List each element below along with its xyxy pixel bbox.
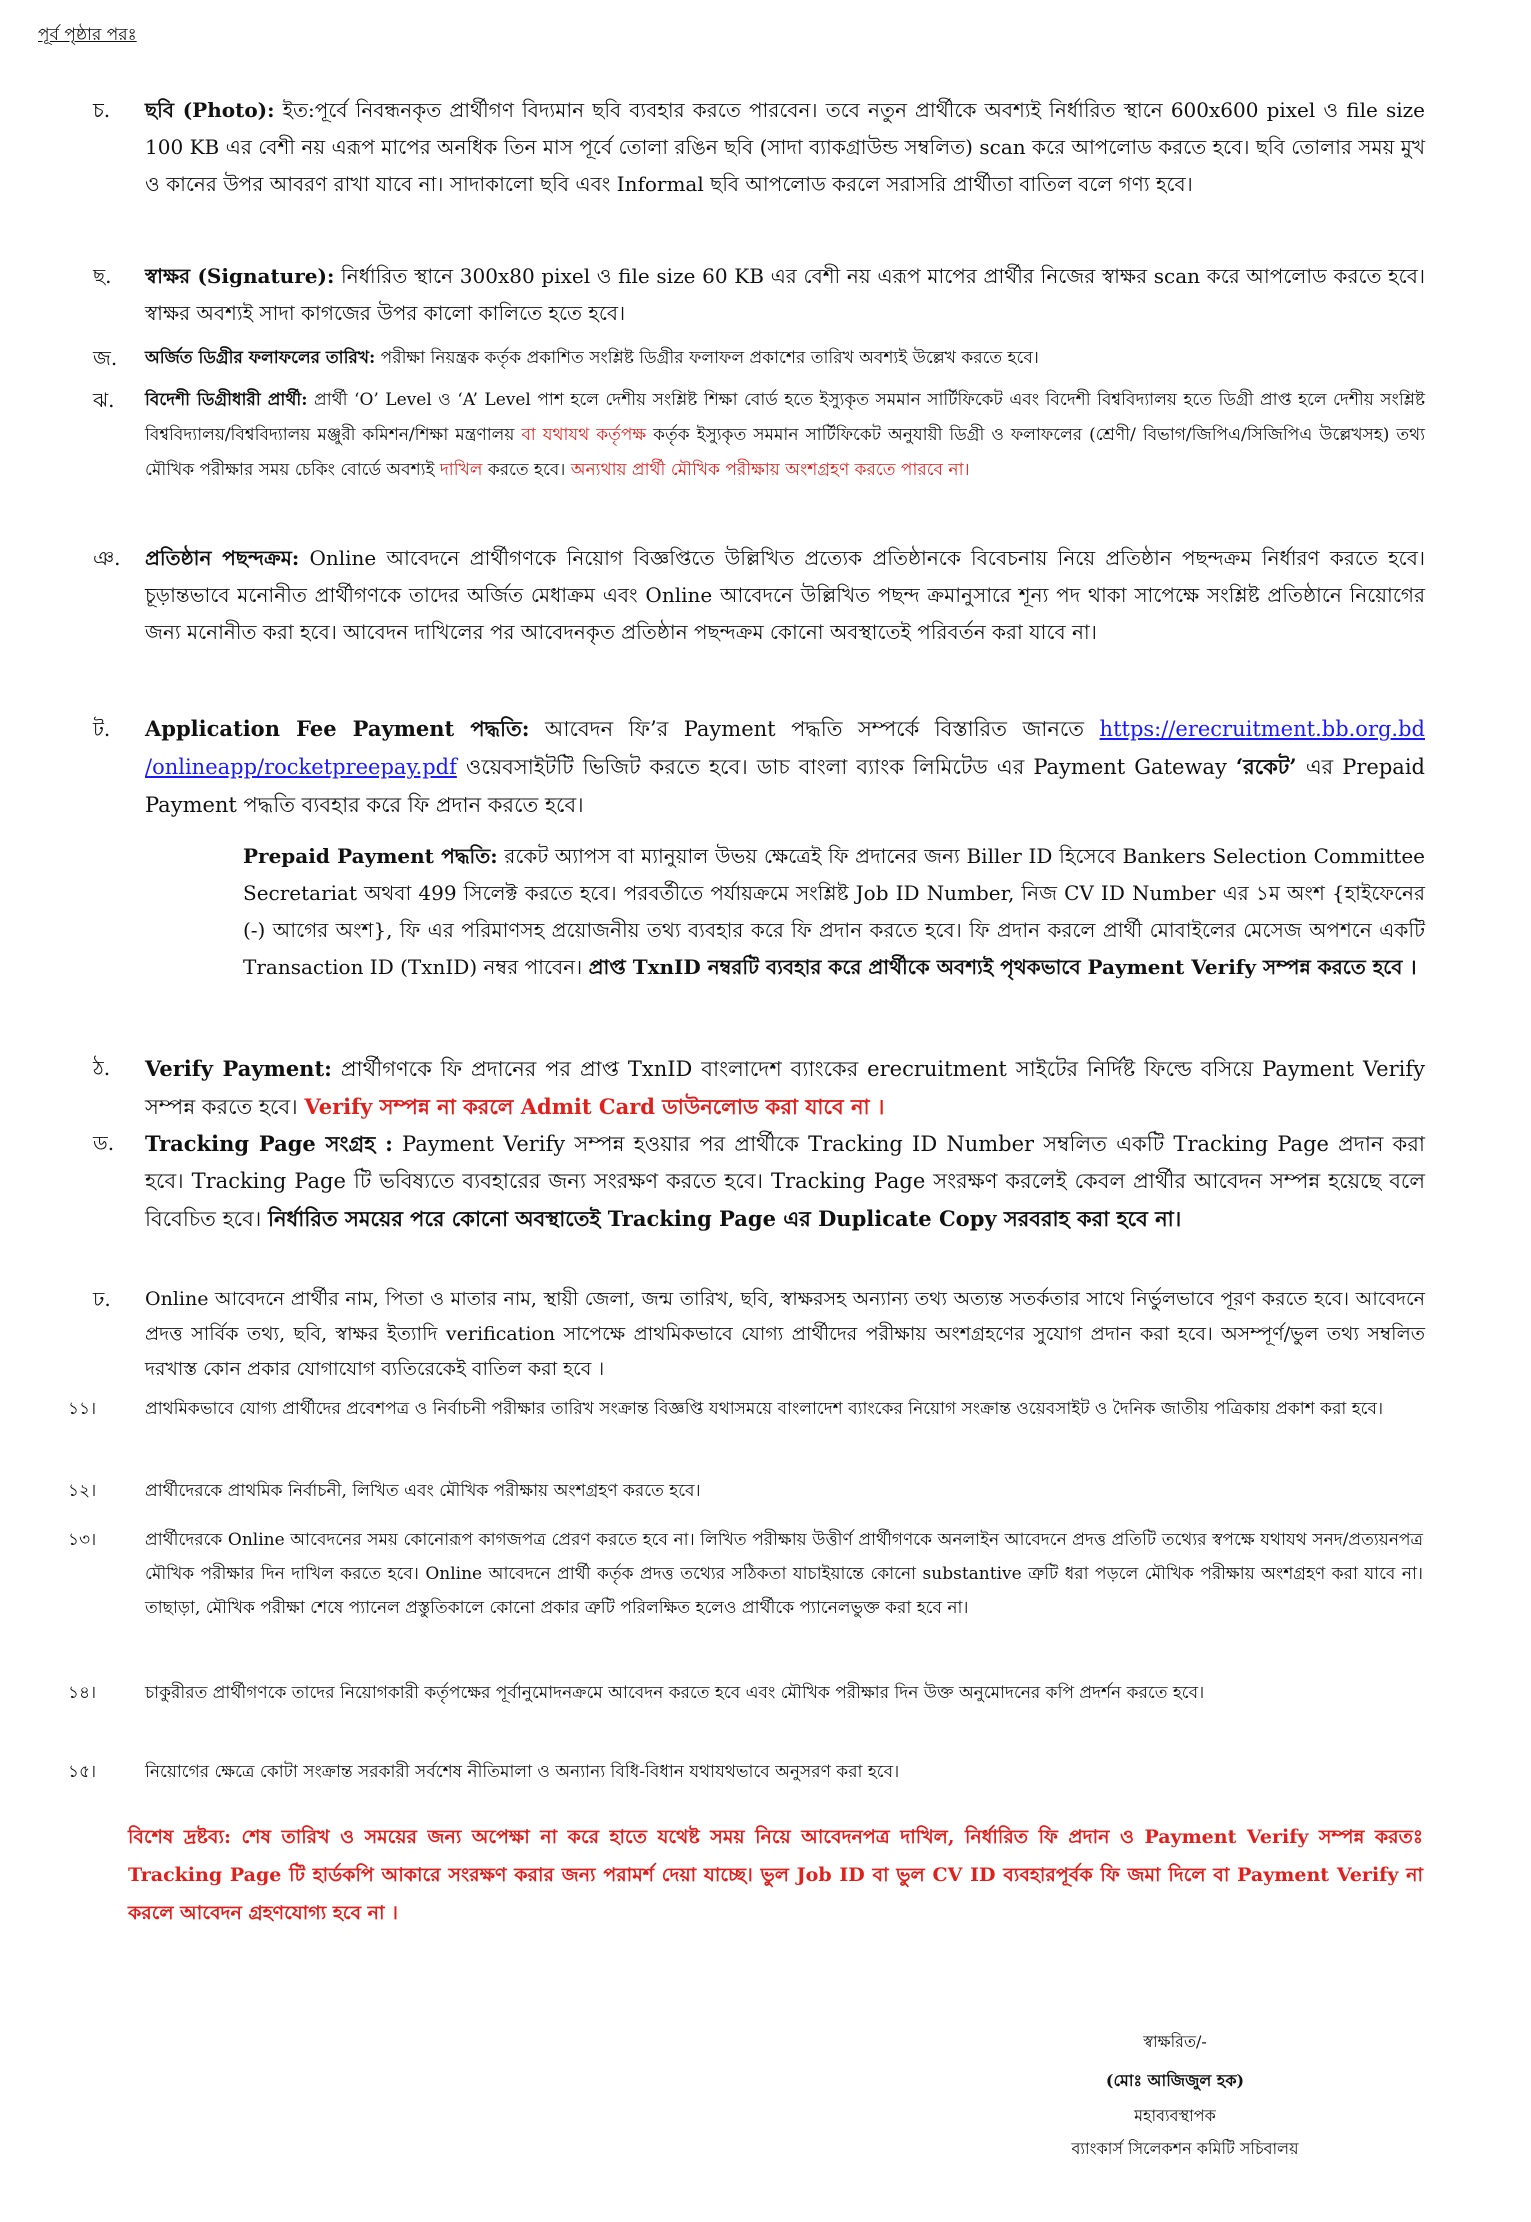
item-title: Application Fee Payment পদ্ধতি: (145, 716, 530, 741)
item-text: Online আবেদনে প্রার্থীর নাম, পিতা ও মাতার নাম, স্থায়ী জেলা, জন্ম তারিখ, ছবি, স্বাক্ষরসহ অন্যান্য তথ্য অত্যন্ত সতর্কতার সাথে নির্ভুলভাবে পূরণ করতে হবে। আবেদনে প্রদত্ত সার্বিক তথ্য, ছবি, স্বাক্ষর ইত্যাদি verification সাপেক্ষে প্রাথমিকভাবে যোগ্য প্রার্থীদের পরীক্ষায় অংশগ্রহণের সুযোগ প্রদান করা হবে। অসম্পূর্ণ/ভুল তথ্য সম্বলিত দরখাস্ত কোন প্রকার যোগাযোগ ব্যতিরেকেই বাতিল করা হবে । (145, 1288, 1425, 1380)
item-text: প্রার্থীদেরকে Online আবেদনের সময় কোনোরূপ কাগজপত্র প্রেরণ করতে হবে না। লিখিত পরীক্ষায় উত্তীর্ণ প্রার্থীগণকে অনলাইন আবেদনে প্রদত্ত প্রতিটি তথ্যের স্বপক্ষে যথাযথ সনদ/প্রত্যয়নপত্র মৌখিক পরীক্ষার দিন দাখিল করতে হবে। Online আবেদনে প্রার্থী কর্তৃক প্রদত্ত তথ্যের সঠিকতা যাচাইয়ান্তে কোনো substantive ত্রুটি ধরা পড়লে মৌখিক পরীক্ষায় অংশগ্রহণ করা যাবে না। তাছাড়া, মৌখিক পরীক্ষা শেষে প্যানেল প্রস্তুতিকালে কোনো প্রকার ত্রুটি পরিলক্ষিত হলেও প্রার্থীকে প্যানেলভুক্ত করা হবে না। (145, 1530, 1423, 1618)
item-marker: ছ. (93, 264, 112, 288)
signatory-office: ব্যাংকার্স সিলেকশন কমিটি সচিবালয় (1071, 2139, 1299, 2158)
item-bold-text: নির্ধারিত সময়ের পরে কোনো অবস্থাতেই Tracking Page এর Duplicate Copy সরবরাহ করা হবে না। (267, 1206, 1182, 1231)
item-online-application (95, 1282, 1425, 1387)
item-institution-preference (95, 540, 1425, 651)
item-marker: ১৪। (68, 1683, 97, 1703)
numbered-item-15 (68, 1755, 1423, 1789)
item-signature (95, 258, 1425, 332)
item-marker: ১৩। (68, 1530, 97, 1550)
prepaid-payment-block (243, 838, 1425, 986)
item-title: প্রতিষ্ঠান পছন্দক্রম: (145, 546, 300, 570)
item-marker: ১৫। (68, 1762, 97, 1782)
item-text: প্রার্থীগণকে ফি প্রদানের পর প্রাপ্ত TxnID বাংলাদেশ ব্যাংকের erecruitment সাইটের নির্দিষ্ট ফিল্ডে বসিয়ে Payment Verify সম্পন্ন করতে হবে। (145, 1057, 1425, 1119)
prepaid-bold-text: প্রাপ্ত TxnID নম্বরটি ব্যবহার করে প্রার্থীকে অবশ্যই পৃথকভাবে Payment Verify সম্পন্ন করতে হবে । (588, 955, 1417, 979)
item-text: প্রার্থী ‘O’ Level ও ‘A’ Level পাশ হলে দেশীয় সংশ্লিষ্ট শিক্ষা বোর্ড হতে ইস্যুকৃত সমমান সার্টিফিকেট এবং বিদেশী বিশ্ববিদ্যালয় হতে ডিগ্রী প্রাপ্ত হলে দেশীয় সংশ্লিষ্ট বিশ্ববিদ্যালয়/বিশ্ববিদ্যালয় মঞ্জুরী কমিশন/শিক্ষা মন্ত্রণালয় (145, 390, 1426, 445)
item-marker: ট. (93, 717, 111, 741)
item-photo (95, 92, 1425, 203)
item-title: অর্জিত ডিগ্রীর ফলাফলের তারিখ: (145, 348, 376, 368)
numbered-item-14 (68, 1676, 1423, 1710)
item-title: স্বাক্ষর (Signature): (145, 264, 335, 288)
item-red-text: Verify সম্পন্ন না করলে Admit Card ডাউনলোড করা যাবে না । (304, 1094, 885, 1119)
item-red-text: বা যথাযথ কর্তৃপক্ষ (521, 425, 647, 445)
item-text: পরীক্ষা নিয়ন্ত্রক কর্তৃক প্রকাশিত সংশ্লিষ্ট ডিগ্রীর ফলাফল প্রকাশের তারিখ অবশ্যই উল্লেখ করতে হবে। (380, 348, 1039, 368)
prepaid-text: রকেট অ্যাপস বা ম্যানুয়াল উভয় ক্ষেত্রেই ফি প্রদানের জন্য Biller ID হিসেবে Bankers Selection Committee Secretariat অথবা 499 সিলেক্ট করতে হবে। পরবর্তীতে পর্যায়ক্রমে সংশ্লিষ্ট Job ID Number, নিজ CV ID Number এর ১ম অংশ {হাইফেনের (-) আগের অংশ}, ফি এর পরিমাণসহ প্রয়োজনীয় তথ্য ব্যবহার করে ফি প্রদান করতে হবে। ফি প্রদান করলে প্রার্থী মোবাইলের মেসেজ অপশনে একটি Transaction ID (TxnID) নম্বর পাবেন। (243, 844, 1426, 979)
item-text: করতে হবে। (487, 460, 566, 480)
item-foreign-degree (95, 383, 1425, 488)
signed-label: স্বাক্ষরিত/- (1143, 2032, 1207, 2051)
signatory-name: (মোঃ আজিজুল হক) (1105, 2071, 1245, 2090)
item-result-date (95, 340, 1425, 377)
item-title: Tracking Page সংগ্রহ : (145, 1131, 393, 1156)
item-marker: ১২। (68, 1481, 97, 1501)
item-marker: ১১। (68, 1399, 97, 1419)
item-tracking-page (95, 1125, 1425, 1238)
item-text: কর্তৃক ইস্যুকৃত সমমান সার্টিফিকেট অনুযায়ী ডিগ্রী ও ফলাফলের (শ্রেণী/ বিভাগ/জিপিএ/সিজিপিএ উল্লেখসহ) তথ্য মৌখিক পরীক্ষার সময় চেকিং বোর্ডে অবশ্যই (145, 425, 1426, 480)
item-verify-payment (95, 1050, 1425, 1126)
item-text: ওয়েবসাইটটি ভিজিট করতে হবে। ডাচ বাংলা ব্যাংক লিমিটেড এর Payment Gateway (465, 755, 1227, 779)
prepaid-title: Prepaid Payment পদ্ধতি: (243, 844, 498, 868)
item-text: প্রাথমিকভাবে যোগ্য প্রার্থীদের প্রবেশপত্র ও নির্বাচনী পরীক্ষার তারিখ সংক্রান্ত বিজ্ঞপ্তি যথাসময়ে বাংলাদেশ ব্যাংকের নিয়োগ সংক্রান্ত ওয়েবসাইট ও দৈনিক জাতীয় পত্রিকায় প্রকাশ করা হবে। (145, 1399, 1384, 1419)
item-marker: ঢ. (93, 1287, 111, 1311)
item-text: নিয়োগের ক্ষেত্রে কোটা সংক্রান্ত সরকারী সর্বশেষ নীতিমালা ও অন্যান্য বিধি-বিধান যথাযথভাবে অনুসরণ করা হবে। (145, 1762, 900, 1782)
item-text: চাকুরীরত প্রার্থীগণকে তাদের নিয়োগকারী কর্তৃপক্ষের পূর্বানুমোদনক্রমে আবেদন করতে হবে এবং মৌখিক পরীক্ষার দিন উক্ত অনুমোদনের কপি প্রদর্শন করতে হবে। (145, 1683, 1205, 1703)
continued-header: পূর্ব পৃষ্ঠার পরঃ (38, 25, 137, 45)
item-bold-text: ‘রকেট’ (1235, 754, 1297, 779)
item-marker: ঠ. (93, 1056, 111, 1080)
item-red-text: অন্যথায় প্রার্থী মৌখিক পরীক্ষায় অংশগ্রহণ করতে পারবে না। (570, 460, 970, 480)
item-text: আবেদন ফি’র Payment পদ্ধতি সম্পর্কে বিস্তারিত জানতে (545, 717, 1085, 741)
numbered-item-13 (68, 1523, 1423, 1625)
item-text: নির্ধারিত স্থানে 300x80 pixel ও file size 60 KB এর বেশী নয় এরূপ মাপের প্রার্থীর নিজের স্বাক্ষর scan করে আপলোড করতে হবে। স্বাক্ষর অবশ্যই সাদা কাগজের উপর কালো কালিতে হতে হবে। (145, 264, 1426, 325)
item-text: Online আবেদনে প্রার্থীগণকে নিয়োগ বিজ্ঞপ্তিতে উল্লিখিত প্রত্যেক প্রতিষ্ঠানকে বিবেচনায় নিয়ে প্রতিষ্ঠান পছন্দক্রম নির্ধারণ করতে হবে। চূড়ান্তভাবে মনোনীত প্রার্থীগণকে তাদের অর্জিত মেধাক্রম এবং Online আবেদনে উল্লিখিত পছন্দ ক্রমানুসারে শূন্য পদ থাকা সাপেক্ষে সংশ্লিষ্ট প্রতিষ্ঠানে নিয়োগের জন্য মনোনীত করা হবে। আবেদন দাখিলের পর আবেদনকৃত প্রতিষ্ঠান পছন্দক্রম কোনো অবস্থাতেই পরিবর্তন করা যাবে না। (145, 546, 1425, 644)
item-red-text: দাখিল (439, 460, 483, 480)
rocket-prepay-link[interactable]: https://erecruitment.bb.org.bd /onlineapp/rocketpreepay.pdf (145, 717, 1425, 779)
item-marker: ঞ. (93, 546, 121, 570)
numbered-item-12 (68, 1474, 1423, 1508)
special-note: বিশেষ দ্রষ্টব্য: শেষ তারিখ ও সময়ের জন্য অপেক্ষা না করে হাতে যথেষ্ট সময় নিয়ে আবেদনপত্র দাখিল, নির্ধারিত ফি প্রদান ও Payment Verify সম্পন্ন করতঃ Tracking Page টি হার্ডকপি আকারে সংরক্ষণ করার জন্য পরামর্শ দেয়া যাচ্ছে। ভুল Job ID বা ভুল CV ID ব্যবহারপূর্বক ফি জমা দিলে বা Payment Verify না করলে আবেদন গ্রহণযোগ্য হবে না । (128, 1826, 1423, 1924)
numbered-item-11 (68, 1392, 1423, 1426)
item-marker: চ. (93, 98, 111, 122)
item-title: বিদেশী ডিগ্রীধারী প্রার্থী: (145, 390, 308, 410)
item-text: প্রার্থীদেরকে প্রাথমিক নির্বাচনী, লিখিত এবং মৌখিক পরীক্ষায় অংশগ্রহণ করতে হবে। (145, 1481, 701, 1501)
item-marker: ড. (93, 1131, 115, 1155)
item-title: Verify Payment: (145, 1056, 332, 1081)
item-text: ইত:পূর্বে নিবন্ধনকৃত প্রার্থীগণ বিদ্যমান ছবি ব্যবহার করতে পারবেন। তবে নতুন প্রার্থীকে অবশ্যই নির্ধারিত স্থানে 600x600 pixel ও file size 100 KB এর বেশী নয় এরূপ মাপের অনধিক তিন মাস পূর্বে তোলা রঙিন ছবি (সাদা ব্যাকগ্রাউন্ড সম্বলিত) scan করে আপলোড করতে হবে। ছবি তোলার সময় মুখ ও কানের উপর আবরণ রাখা যাবে না। সাদাকালো ছবি এবং Informal ছবি আপলোড করলে সরাসরি প্রার্থীতা বাতিল বলে গণ্য হবে। (145, 98, 1425, 196)
item-marker: জ. (93, 346, 118, 370)
item-text: Payment Verify সম্পন্ন হওয়ার পর প্রার্থীকে Tracking ID Number সম্বলিত একটি Tracking Page প্রদান করা হবে। Tracking Page টি ভবিষ্যতে ব্যবহারের জন্য সংরক্ষণ করতে হবে। Tracking Page সংরক্ষণ করলেই কেবল প্রার্থীর আবেদন সম্পন্ন হয়েছে বলে বিবেচিত হবে। (145, 1132, 1425, 1231)
item-application-fee (95, 710, 1425, 824)
item-marker: ঝ. (93, 388, 115, 412)
signatory-designation: মহাব্যবস্থাপক (1134, 2106, 1216, 2125)
item-text: এর Prepaid Payment পদ্ধতি ব্যবহার করে ফি প্রদান করতে হবে। (145, 755, 1425, 817)
item-title: ছবি (Photo): (145, 98, 275, 122)
